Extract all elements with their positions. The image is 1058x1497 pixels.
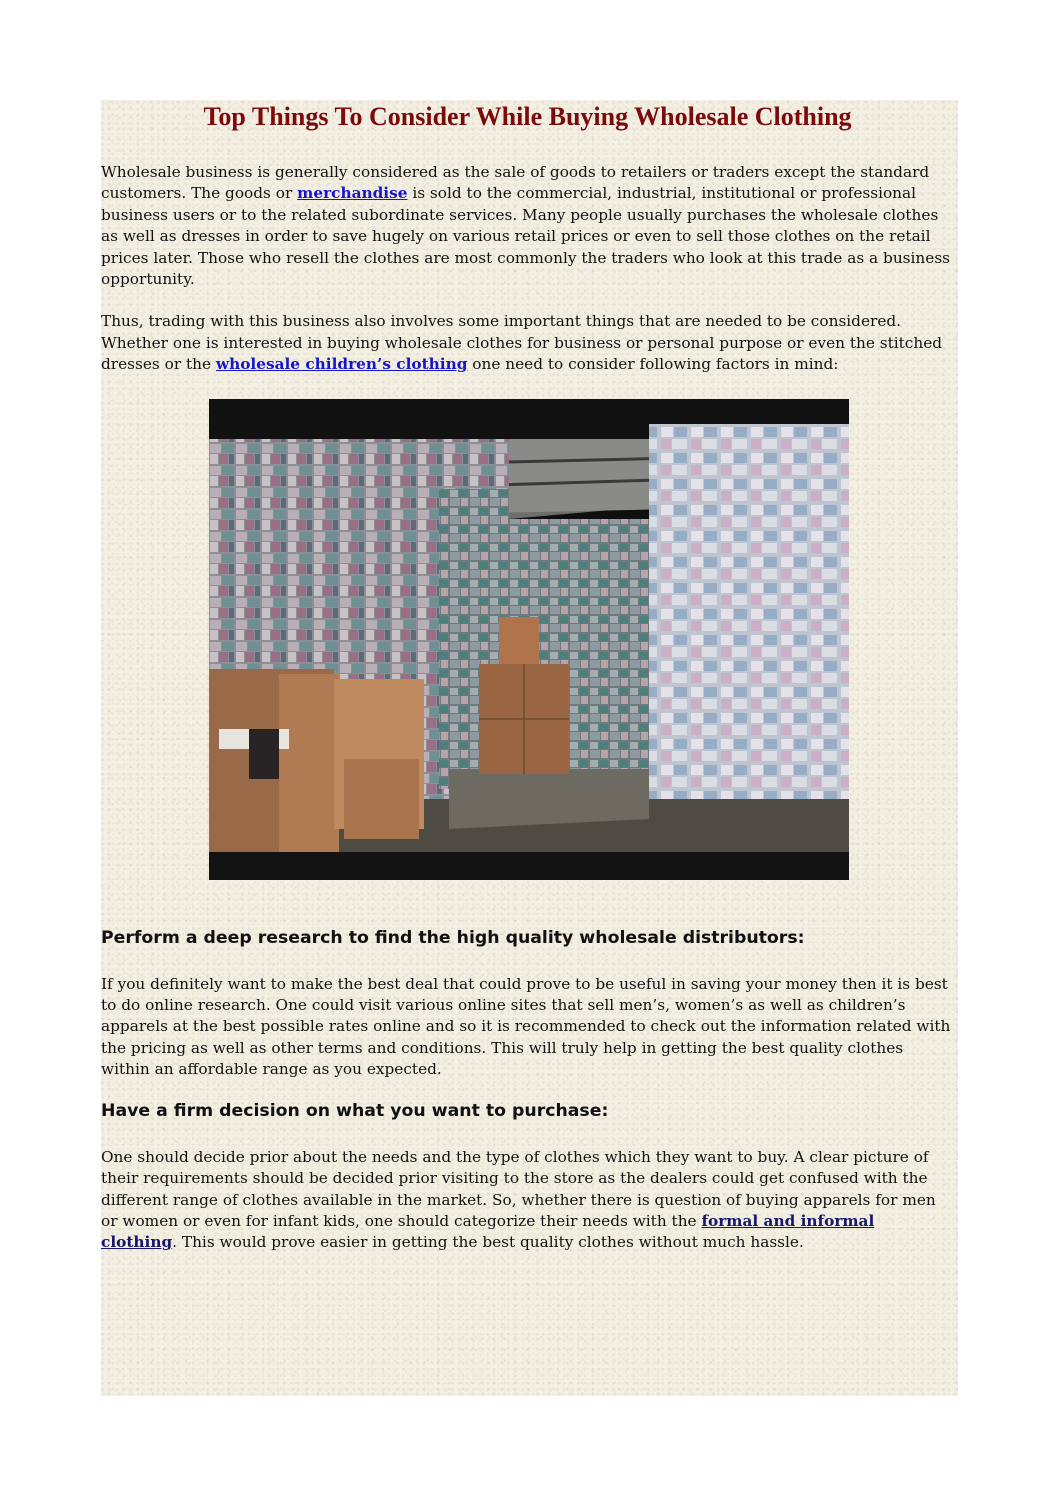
section-heading-decision: Have a firm decision on what you want to purchase: [101,1100,609,1121]
warehouse-illustration [209,399,849,880]
warehouse-photo [209,399,849,880]
section-heading-research: Perform a deep research to find the high quality wholesale distributors: [101,927,805,948]
research-paragraph: If you definitely want to make the best deal that could prove to be useful in saving your money then it is best to do online research. One could visit various online sites that sell men’s, women’s as well as children’s apparels at the best possible rates online and so it is recommended to check out the information related with the pricing as well as other terms and conditions. This will truly help in getting the best quality clothes within an affordable range as you expected. [101,974,951,1079]
article [101,100,954,1254]
intro-paragraph [101,162,954,290]
merchandise-link[interactable]: merchandise [297,184,408,203]
decision-text-end: . This would prove easier in getting the best quality clothes without much hassle. [172,1233,804,1252]
second-paragraph [101,311,954,375]
wholesale-childrens-clothing-link[interactable]: wholesale children’s clothing [215,355,468,374]
intro-text-start: Wholesale business is generally considered as the sale of goods to retailers or traders except the standard customers. The goods or [101,163,930,203]
second-text-end: one need to consider following factors in mind: [467,355,839,374]
second-text-start: Thus, trading with this business also involves some important things that are needed to be considered. Whether one is interested in buying wholesale clothes for business or personal purpose or even the stitched dresses or the [101,312,943,374]
article-title: Top Things To Consider While Buying Wholesale Clothing [203,102,852,131]
intro-text-end: is sold to the commercial, industrial, institutional or professional business users or to the related subordinate services. Many people usually purchases the wholesale clothes as well as dresses in order to save hugely on various retail prices or even to sell those clothes on the retail prices later. Those who resell the clothes are most commonly the traders who look at this trade as a business opportunity. [101,184,951,289]
formal-informal-clothing-link[interactable]: formal and informal clothing [101,1211,875,1252]
decision-text-start: One should decide prior about the needs and the type of clothes which they want to buy. A clear picture of their requirements should be decided prior visiting to the store as the dealers could get confused with the different range of clothes available in the market. So, whether there is question of buying apparels for men or women or even for infant kids, one should categorize their needs with the [101,1147,936,1230]
decision-paragraph [101,1147,954,1254]
